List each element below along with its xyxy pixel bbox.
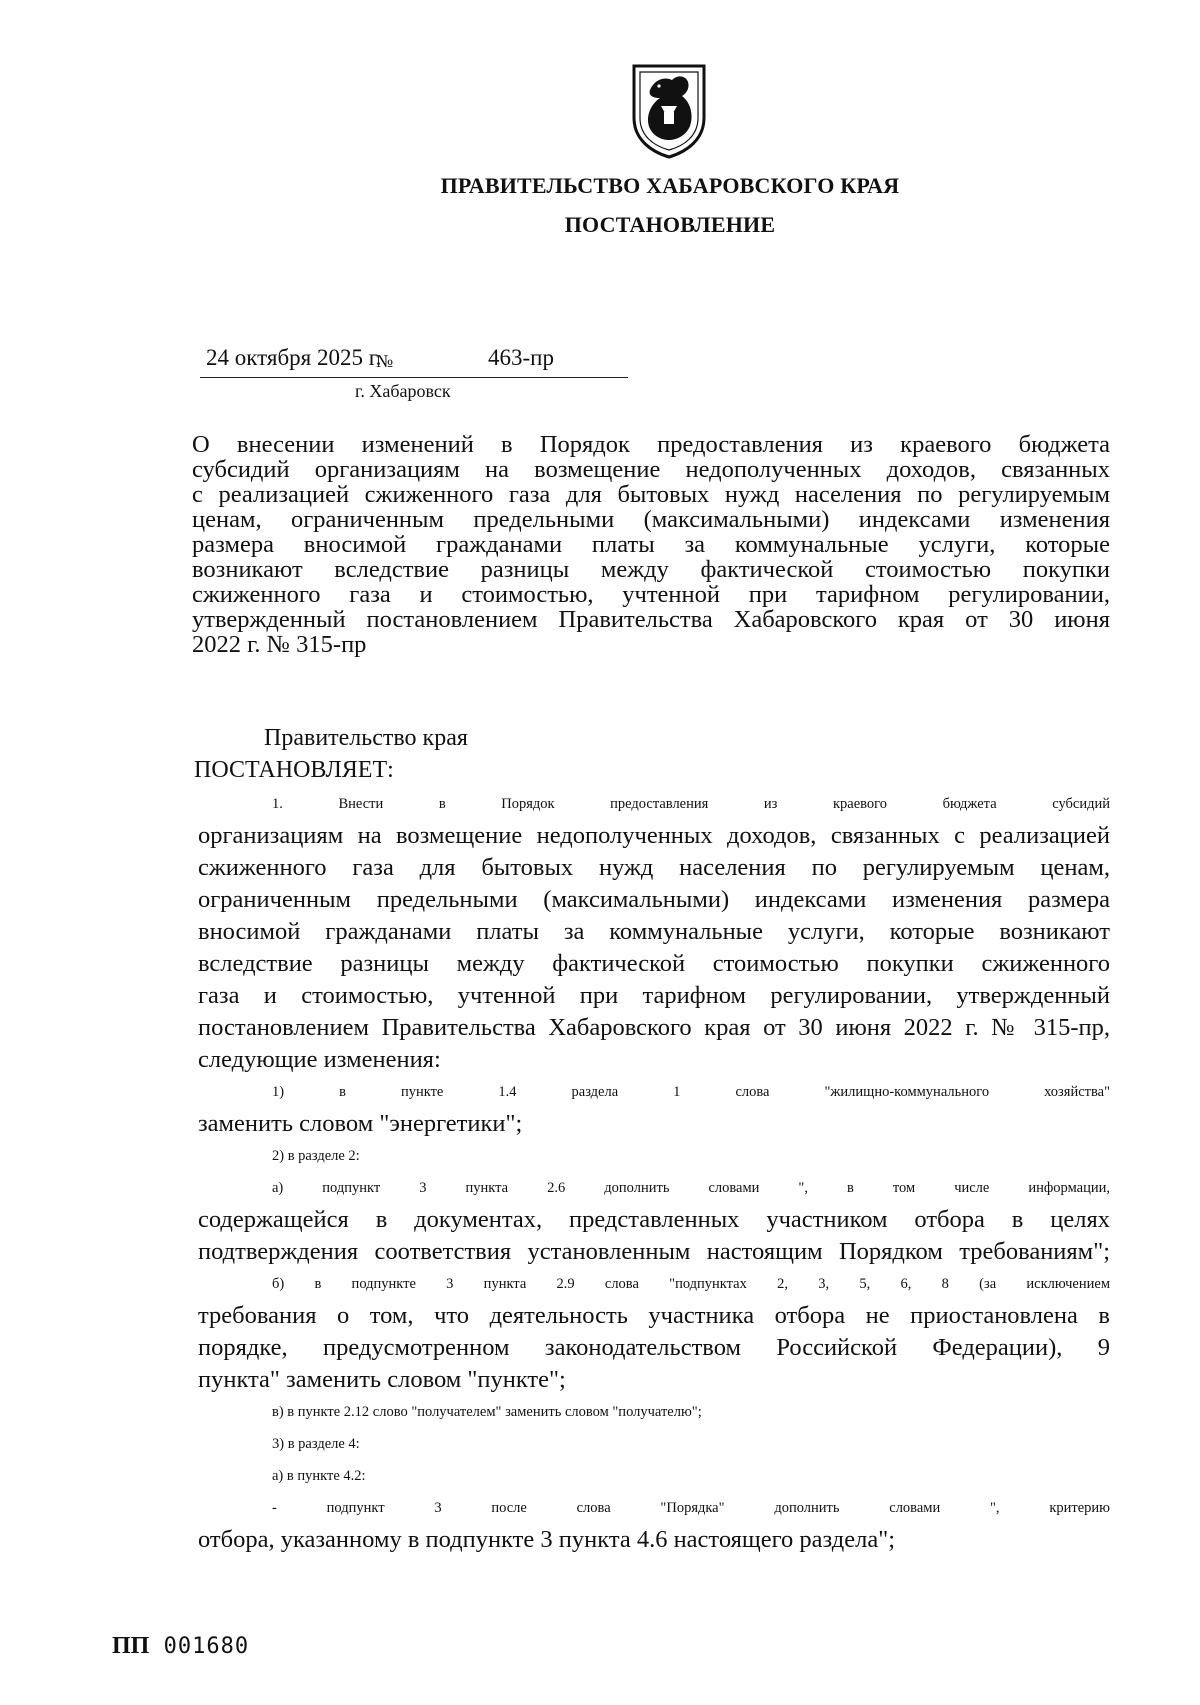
title-line: возникают вследствие разницы между фактической стоимостью покупки — [192, 556, 1110, 583]
body-line: подтверждения соответствия установленным настоящим Порядком требованиям"; — [198, 1238, 1110, 1265]
body-line: порядке, предусмотренном законодательством Российской Федерации), 9 — [198, 1334, 1110, 1361]
body-line: 1. Внести в Порядок предоставления из краевого бюджета субсидий — [272, 796, 1110, 812]
issuer-heading: ПРАВИТЕЛЬСТВО ХАБАРОВСКОГО КРАЯ — [440, 173, 900, 198]
body-line: 1) в пункте 1.4 раздела 1 слова "жилищно-коммунального хозяйства" — [272, 1084, 1110, 1100]
document-type-heading: ПОСТАНОВЛЕНИЕ — [564, 212, 776, 237]
document-city: г. Хабаровск — [355, 381, 451, 401]
body-line: - подпункт 3 после слова "Порядка" дополнить словами ", критерию — [272, 1500, 1110, 1516]
body-line: вследствие разницы между фактической стоимостью покупки сжиженного — [198, 950, 1110, 977]
title-line: субсидий организациям на возмещение недополученных доходов, связанных — [192, 456, 1110, 483]
title-line: 2022 г. № 315-пр — [192, 631, 367, 658]
form-series: ПП — [112, 1633, 150, 1659]
body-line: 2) в разделе 2: — [272, 1148, 360, 1164]
title-line: О внесении изменений в Порядок предоставления из краевого бюджета — [192, 431, 1110, 458]
preamble-government: Правительство края — [264, 725, 468, 751]
title-line: с реализацией сжиженного газа для бытовых нужд населения по регулируемым — [192, 481, 1110, 508]
body-line: а) в пункте 4.2: — [272, 1468, 366, 1484]
body-line: сжиженного газа для бытовых нужд населения по регулируемым ценам, — [198, 854, 1110, 881]
document-body — [198, 788, 1110, 1556]
body-line: следующие изменения: — [198, 1046, 441, 1073]
coat-of-arms-icon — [628, 60, 710, 160]
preamble-resolves: ПОСТАНОВЛЯЕТ: — [194, 757, 394, 783]
title-line: размера вносимой гражданами платы за коммунальные услуги, которые — [192, 531, 1110, 558]
body-line: пункта" заменить словом "пункте"; — [198, 1366, 566, 1393]
form-code: 001680 — [163, 1634, 250, 1659]
body-line: отбора, указанному в подпункте 3 пункта 4.6 настоящего раздела"; — [198, 1526, 896, 1553]
body-line: организациям на возмещение недополученных доходов, связанных с реализацией — [198, 822, 1110, 849]
number-sign: № — [376, 351, 394, 371]
body-line: вносимой гражданами платы за коммунальные услуги, которые возникают — [198, 918, 1110, 945]
document-title — [192, 432, 1110, 657]
body-line: 3) в разделе 4: — [272, 1436, 360, 1452]
body-line: а) подпункт 3 пункта 2.6 дополнить словами ", в том числе информации, — [272, 1180, 1110, 1196]
body-line: ограниченным предельными (максимальными) индексами изменения размера — [198, 886, 1110, 913]
document-date: 24 октября 2025 г. — [206, 345, 382, 370]
form-serial-number — [112, 1633, 249, 1660]
title-line: сжиженного газа и стоимостью, учтенной при тарифном регулировании, — [192, 581, 1110, 608]
body-line: постановлением Правительства Хабаровского края от 30 июня 2022 г. № 315-пр, — [198, 1014, 1110, 1041]
title-line: утвержденный постановлением Правительства Хабаровского края от 30 июня — [192, 606, 1110, 633]
body-line: в) в пункте 2.12 слово "получателем" заменить словом "получателю"; — [272, 1404, 702, 1420]
date-number-line — [200, 345, 628, 378]
title-line: ценам, ограниченным предельными (максимальными) индексами изменения — [192, 506, 1110, 533]
body-line: б) в подпункте 3 пункта 2.9 слова "подпунктах 2, 3, 5, 6, 8 (за исключением — [272, 1276, 1110, 1292]
body-line: требования о том, что деятельность участника отбора не приостановлена в — [198, 1302, 1110, 1329]
body-line: газа и стоимостью, учтенной при тарифном регулировании, утвержденный — [198, 982, 1110, 1009]
body-line: заменить словом "энергетики"; — [198, 1110, 523, 1137]
document-number: 463-пр — [488, 345, 554, 370]
body-line: содержащейся в документах, представленных участником отбора в целях — [198, 1206, 1110, 1233]
